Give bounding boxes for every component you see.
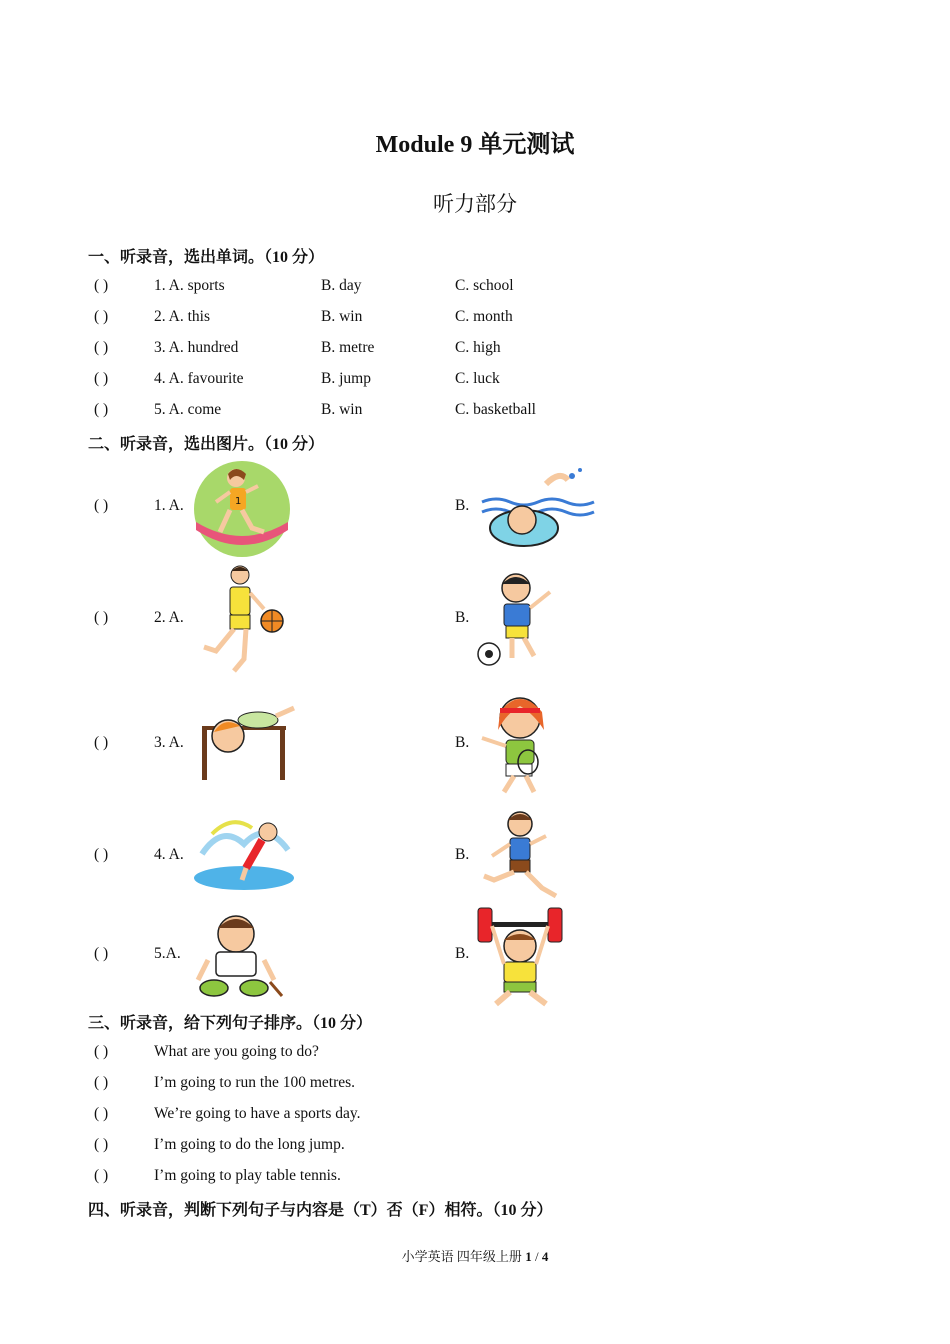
option-b: B. metre xyxy=(321,339,375,356)
answer-blank[interactable]: ( ) xyxy=(94,945,109,962)
sentence-row xyxy=(0,1136,950,1160)
option-a-label: 3. A. xyxy=(154,734,184,751)
answer-blank[interactable]: ( ) xyxy=(94,370,109,387)
girl-badminton-icon[interactable] xyxy=(474,690,558,798)
option-a-label: 4. A. xyxy=(154,846,184,863)
sentence-text: I’m going to do the long jump. xyxy=(154,1136,345,1153)
choice-row xyxy=(0,277,950,301)
boy-football-icon[interactable] xyxy=(476,570,566,670)
sentence-text: I’m going to run the 100 metres. xyxy=(154,1074,356,1091)
option-a: 2. A. this xyxy=(154,308,210,325)
option-a-label: 2. A. xyxy=(154,609,184,626)
sentence-text: I’m going to play table tennis. xyxy=(154,1167,341,1184)
man-running-icon[interactable] xyxy=(478,808,564,902)
choice-row xyxy=(0,339,950,363)
answer-blank[interactable]: ( ) xyxy=(94,497,109,514)
answer-blank[interactable]: ( ) xyxy=(94,734,109,751)
choice-row xyxy=(0,308,950,332)
choice-row xyxy=(0,401,950,425)
answer-blank[interactable]: ( ) xyxy=(94,1074,109,1091)
option-c: C. month xyxy=(455,308,513,325)
page-footer xyxy=(0,1246,950,1265)
option-c: C. luck xyxy=(455,370,500,387)
option-b-label: B. xyxy=(455,734,470,751)
option-b: B. jump xyxy=(321,370,371,387)
sentence-row xyxy=(0,1167,950,1191)
boy-swimming-icon[interactable] xyxy=(476,462,596,552)
option-b: B. day xyxy=(321,277,362,294)
man-long-jump-icon[interactable] xyxy=(190,910,284,1000)
answer-blank[interactable]: ( ) xyxy=(94,308,109,325)
svg-text:1: 1 xyxy=(235,496,242,507)
option-b-label: B. xyxy=(455,846,470,863)
answer-blank[interactable]: ( ) xyxy=(94,401,109,418)
option-b-label: B. xyxy=(455,497,470,514)
answer-blank[interactable]: ( ) xyxy=(94,609,109,626)
option-b-label: B. xyxy=(455,609,470,626)
answer-blank[interactable]: ( ) xyxy=(94,1043,109,1060)
section4-heading: 四、听录音，判断下列句子与内容是（T）否（F）相符。（10 分） xyxy=(88,1202,553,1219)
option-b-label: B. xyxy=(455,945,470,962)
sentence-row xyxy=(0,1074,950,1098)
option-a: 4. A. favourite xyxy=(154,370,244,387)
footer-text: 小学英语 四年级上册 xyxy=(401,1249,522,1264)
option-b: B. win xyxy=(321,308,363,325)
girl-basketball-icon[interactable] xyxy=(190,563,286,675)
boy-weightlifting-icon[interactable] xyxy=(476,904,564,1008)
sentence-row xyxy=(0,1105,950,1129)
option-c: C. basketball xyxy=(455,401,536,418)
option-c: C. high xyxy=(455,339,501,356)
option-a-label: 5.A. xyxy=(154,945,181,962)
option-b: B. win xyxy=(321,401,363,418)
answer-blank[interactable]: ( ) xyxy=(94,1136,109,1153)
page-number: 1 xyxy=(525,1249,532,1264)
page-title: Module 9 单元测试 xyxy=(375,132,575,158)
answer-blank[interactable]: ( ) xyxy=(94,1167,109,1184)
section2-heading: 二、听录音，选出图片。（10 分） xyxy=(88,436,325,453)
answer-blank[interactable]: ( ) xyxy=(94,277,109,294)
sentence-text: What are you going to do? xyxy=(154,1043,319,1060)
section1-heading: 一、听录音，选出单词。（10 分） xyxy=(88,249,325,266)
boy-high-jump-icon[interactable] xyxy=(194,702,298,782)
sentence-row xyxy=(0,1043,950,1067)
girl-running-icon[interactable] xyxy=(192,460,292,558)
answer-blank[interactable]: ( ) xyxy=(94,339,109,356)
section3-heading: 三、听录音，给下列句子排序。（10 分） xyxy=(88,1015,373,1032)
option-a-label: 1. A. xyxy=(154,497,184,514)
choice-row xyxy=(0,370,950,394)
sentence-text: We’re going to have a sports day. xyxy=(154,1105,361,1122)
page-separator: / xyxy=(534,1249,539,1264)
section-subtitle: 听力部分 xyxy=(433,192,517,216)
answer-blank[interactable]: ( ) xyxy=(94,1105,109,1122)
option-c: C. school xyxy=(455,277,514,294)
page-total: 4 xyxy=(541,1249,549,1264)
option-a: 1. A. sports xyxy=(154,277,225,294)
option-a: 5. A. come xyxy=(154,401,222,418)
girl-diving-icon[interactable] xyxy=(192,814,298,892)
option-a: 3. A. hundred xyxy=(154,339,239,356)
answer-blank[interactable]: ( ) xyxy=(94,846,109,863)
